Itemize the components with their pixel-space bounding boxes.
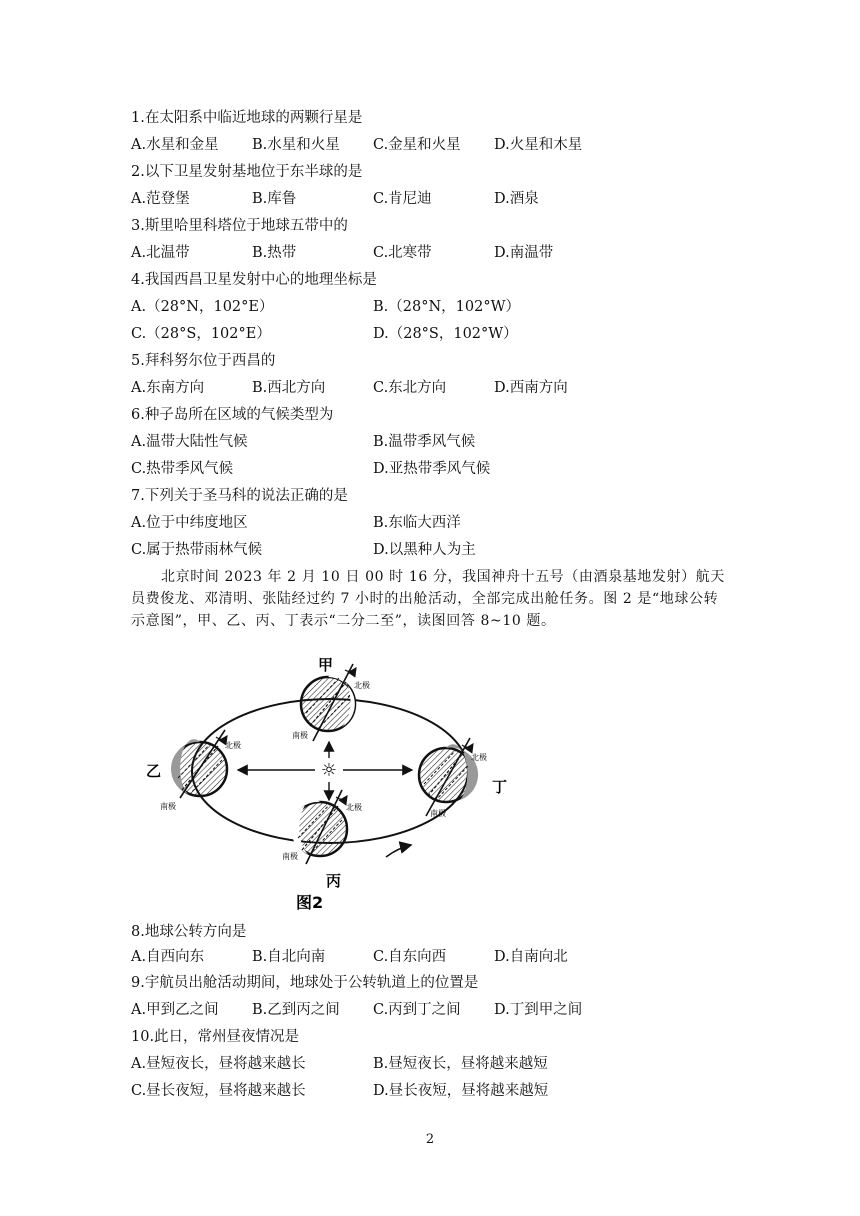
question-stem: 1.在太阳系中临近地球的两颗行星是 — [131, 110, 363, 126]
answer-option: D.南温带 — [494, 245, 554, 261]
north-pole-label: 北极 — [354, 681, 370, 690]
answer-option: D.自南向北 — [494, 949, 568, 965]
answer-option: C.肯尼迪 — [373, 191, 432, 207]
label-yi: 乙 — [146, 762, 162, 780]
answer-option: A.北温带 — [131, 245, 190, 261]
answer-option: D.（28°S，102°W） — [373, 326, 518, 342]
earth-revolution-diagram — [130, 650, 530, 915]
answer-option: A.东南方向 — [131, 380, 205, 396]
answer-option: C.热带季风气候 — [131, 461, 234, 477]
answer-option: B.温带季风气候 — [373, 434, 476, 450]
answer-option: B.乙到丙之间 — [252, 1002, 340, 1018]
south-pole-label: 南极 — [292, 731, 308, 740]
answer-option: C.自东向西 — [373, 949, 447, 965]
answer-option: D.丁到甲之间 — [494, 1002, 583, 1018]
page-number: 2 — [425, 1132, 435, 1147]
revolution-direction-arrow — [386, 845, 411, 857]
earth-bing — [291, 790, 347, 864]
answer-option: C.（28°S，102°E） — [131, 326, 271, 342]
south-pole-label: 南极 — [160, 802, 176, 811]
earth-jia — [301, 664, 356, 741]
label-jia: 甲 — [318, 656, 334, 674]
answer-option: A.昼短夜长，昼将越来越长 — [131, 1056, 306, 1072]
south-pole-label: 南极 — [430, 809, 446, 818]
answer-option: D.昼长夜短，昼将越来越短 — [373, 1083, 549, 1099]
question-stem: 6.种子岛所在区域的气候类型为 — [131, 407, 334, 423]
question-stem: 7.下列关于圣马科的说法正确的是 — [131, 488, 348, 504]
answer-option: C.东北方向 — [373, 380, 447, 396]
south-pole-label: 南极 — [282, 852, 298, 861]
north-pole-label: 北极 — [346, 803, 362, 812]
answer-option: D.亚热带季风气候 — [373, 461, 491, 477]
answer-option: C.丙到丁之间 — [373, 1002, 461, 1018]
sun-icon: ☼ — [320, 760, 338, 781]
answer-option: C.昼长夜短，昼将越来越长 — [131, 1083, 306, 1099]
answer-option: D.西南方向 — [494, 380, 568, 396]
answer-option: A.自西向东 — [131, 949, 205, 965]
answer-option: A.范登堡 — [131, 191, 190, 207]
question-stem: 4.我国西昌卫星发射中心的地理坐标是 — [131, 272, 377, 288]
north-pole-label: 北极 — [225, 741, 241, 750]
answer-option: D.以黑种人为主 — [373, 542, 476, 558]
answer-option: D.火星和木星 — [494, 137, 583, 153]
question-stem: 3.斯里哈里科塔位于地球五带中的 — [131, 218, 348, 234]
answer-option: B.（28°N，102°W） — [373, 299, 520, 315]
figure-caption: 图2 — [296, 893, 324, 912]
answer-option: B.自北向南 — [252, 949, 326, 965]
answer-option: C.属于热带雨林气候 — [131, 542, 263, 558]
answer-option: A.位于中纬度地区 — [131, 515, 248, 531]
answer-option: B.昼短夜长，昼将越来越短 — [373, 1056, 548, 1072]
label-ding: 丁 — [492, 778, 508, 796]
answer-option: B.水星和火星 — [252, 137, 340, 153]
answer-option: C.金星和火星 — [373, 137, 461, 153]
answer-option: A.（28°N，102°E） — [131, 299, 274, 315]
answer-option: B.热带 — [252, 245, 297, 261]
question-stem: 8.地球公转方向是 — [131, 924, 247, 940]
reading-passage: 北京时间 2023 年 2 月 10 日 00 时 16 分，我国神舟十五号（由酒泉基地发射）航天员费俊龙、邓清明、张陆经过约 7 小时的出舱活动，全部完成出舱任务。图 2 是“地球公转示意图”，甲、乙、丙、丁表示“二分二至”，读图回答 8~10 题。 — [131, 569, 725, 629]
question-stem: 9.宇航员出舱活动期间，地球处于公转轨道上的位置是 — [131, 975, 479, 991]
north-pole-label: 北极 — [471, 753, 487, 762]
earth-yi — [171, 730, 227, 798]
answer-option: B.东临大西洋 — [373, 515, 461, 531]
answer-option: A.水星和金星 — [131, 137, 219, 153]
answer-option: B.库鲁 — [252, 191, 297, 207]
question-stem: 2.以下卫星发射基地位于东半球的是 — [131, 164, 363, 180]
answer-option: D.酒泉 — [494, 191, 539, 207]
answer-option: B.西北方向 — [252, 380, 326, 396]
question-stem: 10.此日，常州昼夜情况是 — [131, 1029, 300, 1045]
answer-option: A.甲到乙之间 — [131, 1002, 219, 1018]
answer-option: C.北寒带 — [373, 245, 432, 261]
earth-ding — [419, 738, 478, 816]
question-stem: 5.拜科努尔位于西昌的 — [131, 353, 276, 369]
answer-option: A.温带大陆性气候 — [131, 434, 248, 450]
label-bing: 丙 — [326, 872, 342, 890]
